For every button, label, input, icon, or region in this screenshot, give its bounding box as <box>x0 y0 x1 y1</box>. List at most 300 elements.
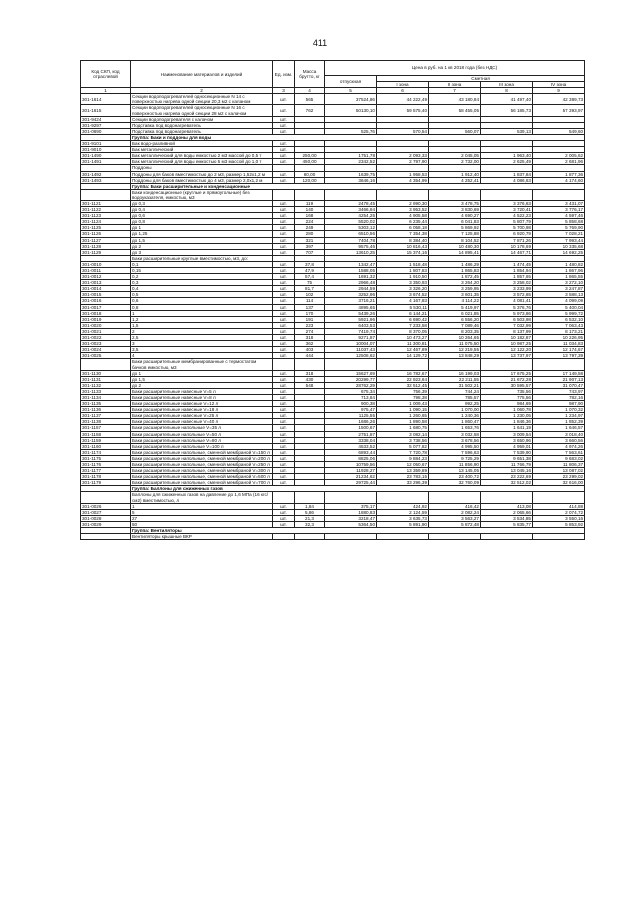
cell-name: 1,5 <box>131 322 273 328</box>
cell-zone2: 785,57 <box>429 394 481 400</box>
cell-name: Баки расширительные напольные, сменной мембраной V=300 л <box>131 468 273 474</box>
cell-zone2: 3 259,95 <box>429 286 481 292</box>
cell-release-price <box>325 492 377 503</box>
cell-zone4: 42 389,73 <box>533 94 585 105</box>
cell-code: 301-1490 <box>81 153 131 159</box>
cell-zone2: 11 075,50 <box>429 341 481 347</box>
cell-code: 301-0020 <box>81 322 131 328</box>
cell-zone3: 12 122,20 <box>481 347 533 353</box>
cell-unit: шт. <box>273 376 295 382</box>
cell-unit: шт. <box>273 237 295 243</box>
cell-zone1: 2 124,59 <box>377 509 429 515</box>
cell-zone1: 3 953,52 <box>377 207 429 213</box>
cell-code: 301-1157 <box>81 425 131 431</box>
cell-zone2: 43 180,84 <box>429 94 481 105</box>
cell-zone1: 1 910,50 <box>377 274 429 280</box>
cell-unit: шт. <box>273 515 295 521</box>
cell-zone2: 8 104,52 <box>429 237 481 243</box>
cell-zone1 <box>377 359 429 370</box>
cell-zone4: 3 431,07 <box>533 200 585 206</box>
cell-zone3: 735,56 <box>481 388 533 394</box>
column-number: 9 <box>533 88 585 94</box>
cell-mass: 762 <box>295 105 325 116</box>
cell-zone2: 10 480,30 <box>429 243 481 249</box>
cell-code: 301-1122 <box>81 207 131 213</box>
cell-zone2: 4 252,41 <box>429 177 481 183</box>
cell-zone1: 3 635,73 <box>377 515 429 521</box>
cell-zone3: 2 625,49 <box>481 159 533 165</box>
cell-name: Баки расширительные напольные V=50 л <box>131 431 273 437</box>
cell-code: 301-1131 <box>81 376 131 382</box>
cell-zone4: 10 226,95 <box>533 335 585 341</box>
cell-release-price: 6893,44 <box>325 449 377 455</box>
cell-code: 301-1159 <box>81 437 131 443</box>
cell-mass: 224 <box>295 219 325 225</box>
cell-name: Поддоны <box>131 165 273 171</box>
cell-zone4: 5 999,72 <box>533 310 585 316</box>
cell-mass: 318 <box>295 370 325 376</box>
table-row <box>81 105 585 116</box>
cell-name: Баки расширительные круглые вместимостью, м3, до: <box>131 255 273 261</box>
cell-zone1: 33 296,39 <box>377 480 429 486</box>
cell-unit: шт. <box>273 171 295 177</box>
cell-code: 301-9101 <box>81 141 131 147</box>
cell-name: до 1,5 <box>131 376 273 382</box>
cell-code: 301-1125 <box>81 225 131 231</box>
cell-unit <box>273 359 295 370</box>
cell-name: до 0,6 <box>131 213 273 219</box>
cell-name: Баки расширительные навесные V=5 л <box>131 388 273 394</box>
cell-code: 301-1129 <box>81 249 131 255</box>
cell-zone2: 4 690,27 <box>429 213 481 219</box>
cell-zone1: 8 384,40 <box>377 237 429 243</box>
cell-code: 301-1128 <box>81 243 131 249</box>
cell-release-price: 29725,44 <box>325 480 377 486</box>
cell-release-price: 5364,50 <box>325 521 377 527</box>
cell-zone4: 3 588,13 <box>533 292 585 298</box>
cell-zone1: 570,54 <box>377 128 429 134</box>
cell-release-price: 1125,55 <box>325 413 377 419</box>
cell-mass: 321 <box>295 237 325 243</box>
cell-name: 0,2 <box>131 274 273 280</box>
cell-code: 301-1179 <box>81 480 131 486</box>
cell-code: 301-9010 <box>81 147 131 153</box>
cell-release-price: 15627,69 <box>325 370 377 376</box>
cell-release-price: 12508,62 <box>325 353 377 359</box>
cell-code: 301-1136 <box>81 407 131 413</box>
cell-zone4: 8 173,21 <box>533 328 585 334</box>
cell-code: 301-1614 <box>81 94 131 105</box>
cell-release-price: 2478,45 <box>325 200 377 206</box>
cell-zone3: 5 807,79 <box>481 219 533 225</box>
cell-unit: шт. <box>273 449 295 455</box>
cell-zone2: 1 070,00 <box>429 407 481 413</box>
cell-zone1: 5 891,90 <box>377 521 429 527</box>
cell-name: до 2 <box>131 382 273 388</box>
cell-zone3: 10 987,25 <box>481 341 533 347</box>
column-number: 8 <box>481 88 533 94</box>
cell-code: 301-0013 <box>81 280 131 286</box>
cell-zone3: 775,56 <box>481 394 533 400</box>
cell-code: 301-1176 <box>81 462 131 468</box>
cell-zone2: 2 045,05 <box>429 153 481 159</box>
cell-code: 301-0027 <box>81 509 131 515</box>
cell-unit: шт. <box>273 213 295 219</box>
cell-unit: шт. <box>273 207 295 213</box>
cell-zone3: 3 572,65 <box>481 292 533 298</box>
header-zone4: IV зона <box>533 82 585 88</box>
cell-zone4: 11 806,37 <box>533 462 585 468</box>
cell-zone3: 5 700,98 <box>481 225 533 231</box>
cell-zone2: 1 240,36 <box>429 413 481 419</box>
cell-zone2: 3 563,27 <box>429 515 481 521</box>
cell-unit: шт. <box>273 310 295 316</box>
cell-release-price: 1588,05 <box>325 268 377 274</box>
cell-zone2: 416,42 <box>429 503 481 509</box>
cell-release-price: 4895,65 <box>325 304 377 310</box>
cell-zone1: 7 720,78 <box>377 449 429 455</box>
cell-code: 301-0012 <box>81 274 131 280</box>
cell-zone3: 9 651,38 <box>481 455 533 461</box>
cell-zone1: 4 905,58 <box>377 213 429 219</box>
cell-zone3: 1 857,65 <box>481 274 533 280</box>
cell-unit: шт. <box>273 521 295 527</box>
cell-zone4: 5 400,04 <box>533 304 585 310</box>
cell-zone1: 8 370,05 <box>377 328 429 334</box>
cell-code: 301-0011 <box>81 268 131 274</box>
cell-zone2: 12 219,55 <box>429 347 481 353</box>
cell-mass: 362 <box>295 341 325 347</box>
cell-code: 301-0024 <box>81 347 131 353</box>
cell-code: 301-1133 <box>81 388 131 394</box>
cell-unit: шт. <box>273 268 295 274</box>
cell-zone4: 31 070,47 <box>533 382 585 388</box>
cell-zone2: 3 032,58 <box>429 431 481 437</box>
cell-release-price: 3338,04 <box>325 437 377 443</box>
cell-zone1: 2 990,30 <box>377 200 429 206</box>
cell-mass <box>295 492 325 503</box>
cell-zone1: 1 260,65 <box>377 413 429 419</box>
cell-name: 2 <box>131 328 273 334</box>
cell-unit: шт. <box>273 249 295 255</box>
cell-unit <box>273 492 295 503</box>
cell-zone1: 16 782,67 <box>377 370 429 376</box>
cell-release-price: 1639,75 <box>325 171 377 177</box>
cell-release-price: 1500,67 <box>325 425 377 431</box>
cell-zone4: 1 877,36 <box>533 171 585 177</box>
cell-unit: шт. <box>273 105 295 116</box>
cell-release-price: 2342,52 <box>325 159 377 165</box>
cell-name: 1 <box>131 310 273 316</box>
cell-zone1: 22 923,84 <box>377 376 429 382</box>
cell-mass: 548 <box>295 382 325 388</box>
cell-zone4: 6 532,10 <box>533 316 585 322</box>
cell-mass: 168 <box>295 213 325 219</box>
cell-unit: шт. <box>273 328 295 334</box>
cell-unit: шт. <box>273 474 295 480</box>
cell-zone3: 1 963,40 <box>481 153 533 159</box>
header-mass: Масса брутто, кг <box>295 61 325 88</box>
cell-release-price: 3716,21 <box>325 298 377 304</box>
cell-code: 301-1175 <box>81 455 131 461</box>
cell-zone2: 9 725,29 <box>429 455 481 461</box>
cell-zone1: 9 884,23 <box>377 455 429 461</box>
cell-unit: шт. <box>273 335 295 341</box>
cell-unit: шт. <box>273 147 295 153</box>
cell-zone1: 7 233,58 <box>377 322 429 328</box>
cell-unit: шт. <box>273 503 295 509</box>
cell-zone2: 11 856,90 <box>429 462 481 468</box>
cell-name: 0,5 <box>131 292 273 298</box>
cell-release-price: 525,76 <box>325 128 377 134</box>
cell-release-price: 28762,29 <box>325 382 377 388</box>
cell-zone1 <box>377 189 429 200</box>
cell-zone2: 6 041,83 <box>429 219 481 225</box>
cell-zone2: 5 869,92 <box>429 225 481 231</box>
cell-zone4 <box>533 534 585 540</box>
cell-code: 301-0014 <box>81 286 131 292</box>
cell-unit: шт. <box>273 141 295 147</box>
cell-zone4: 10 335,68 <box>533 243 585 249</box>
cell-release-price: 7419,74 <box>325 328 377 334</box>
cell-name: 0,8 <box>131 304 273 310</box>
cell-name: до 1,5 <box>131 237 273 243</box>
cell-zone3: 1 837,84 <box>481 171 533 177</box>
cell-code: 301-9424 <box>81 116 131 122</box>
cell-name: 3 <box>131 341 273 347</box>
cell-zone1: 1 518,48 <box>377 261 429 267</box>
cell-release-price: 21234,62 <box>325 474 377 480</box>
cell-release-price: 5303,12 <box>325 225 377 231</box>
cell-zone4: 9 683,02 <box>533 455 585 461</box>
cell-release-price: 1751,78 <box>325 153 377 159</box>
cell-zone1: 3 326,20 <box>377 286 429 292</box>
cell-zone1: 424,92 <box>377 503 429 509</box>
cell-zone2: 6 556,20 <box>429 316 481 322</box>
cell-mass: 249 <box>295 225 325 231</box>
cell-zone2: 8 203,35 <box>429 328 481 334</box>
cell-zone4: 7 993,44 <box>533 237 585 243</box>
cell-code: 301-1177 <box>81 468 131 474</box>
cell-zone3: 3 233,99 <box>481 286 533 292</box>
cell-zone1: 3 082,14 <box>377 431 429 437</box>
column-number: 6 <box>377 88 429 94</box>
cell-zone4: 987,90 <box>533 401 585 407</box>
cell-mass: 450,00 <box>295 159 325 165</box>
cell-code: 301-1123 <box>81 213 131 219</box>
table-row <box>81 94 585 105</box>
cell-zone1: 798,38 <box>377 394 429 400</box>
cell-zone3: 7 539,90 <box>481 449 533 455</box>
cell-zone3: 1 474,45 <box>481 261 533 267</box>
cell-zone1: 6 235,44 <box>377 219 429 225</box>
cell-unit: шт. <box>273 347 295 353</box>
cell-mass: 120,00 <box>295 177 325 183</box>
header-zone1: I зона <box>377 82 429 88</box>
cell-zone2: 13 848,29 <box>429 353 481 359</box>
cell-release-price <box>325 534 377 540</box>
cell-zone3: 41 497,40 <box>481 94 533 105</box>
cell-zone1: 2 797,90 <box>377 159 429 165</box>
cell-zone3: 21 672,28 <box>481 376 533 382</box>
cell-zone2: 3 678,56 <box>429 437 481 443</box>
cell-zone2 <box>429 492 481 503</box>
cell-name: Секции водоподогревателя с калачом <box>131 116 273 122</box>
cell-zone3: 11 766,79 <box>481 462 533 468</box>
cell-zone3: 30 595,57 <box>481 382 533 388</box>
cell-code: 301-9297 <box>81 122 131 128</box>
cell-release-price: 1880,83 <box>325 509 377 515</box>
cell-name: Бак металлический <box>131 147 273 153</box>
cell-name: Баки расширительные напольные V=80 л <box>131 437 273 443</box>
cell-code: 301-1615 <box>81 105 131 116</box>
cell-zone4: 3 247,87 <box>533 286 585 292</box>
cell-zone2: 23 400,72 <box>429 474 481 480</box>
cell-code: 301-1178 <box>81 474 131 480</box>
cell-zone1: 3 738,56 <box>377 437 429 443</box>
cell-zone3: 10 182,87 <box>481 335 533 341</box>
cell-release-price: 37524,86 <box>325 94 377 105</box>
cell-zone4: 1 865,55 <box>533 274 585 280</box>
cell-zone2: 2 732,00 <box>429 159 481 165</box>
cell-name: Баки расширительные напольные, сменной мембраной V=250 л <box>131 462 273 468</box>
cell-mass: 191 <box>295 316 325 322</box>
cell-zone4: 1 070,32 <box>533 407 585 413</box>
cell-zone3: 23 222,69 <box>481 474 533 480</box>
cell-zone2: 1 486,29 <box>429 261 481 267</box>
cell-zone2: 13 145,05 <box>429 468 481 474</box>
cell-zone1: 12 050,67 <box>377 462 429 468</box>
cell-zone3: 3 258,02 <box>481 280 533 286</box>
cell-zone1: 1 009,43 <box>377 401 429 407</box>
column-number: 3 <box>273 88 295 94</box>
cell-zone4: 4 099,09 <box>533 298 585 304</box>
cell-release-price: 5921,96 <box>325 316 377 322</box>
cell-code: 301-0010 <box>81 261 131 267</box>
cell-mass: 37,8 <box>295 261 325 267</box>
cell-name: Баки расширительные напольные V=35 л <box>131 425 273 431</box>
cell-mass: 114 <box>295 298 325 304</box>
header-code: Код СКП, код отраслевой <box>81 61 131 88</box>
cell-code: 301-0016 <box>81 298 131 304</box>
cell-zone3: 3 534,85 <box>481 515 533 521</box>
cell-zone4: 1 852,39 <box>533 419 585 425</box>
cell-zone2: 14 895,41 <box>429 249 481 255</box>
header-price-title: Цена в руб. на 1 кв 2018 года (без НДС) <box>325 61 585 76</box>
column-number: 7 <box>429 88 481 94</box>
cell-zone4 <box>533 492 585 503</box>
cell-unit: шт. <box>273 304 295 310</box>
cell-name: Баллоны для сжиженных газов на давление до 1,6 МПа (16 кгс/см2) вместимостью, л <box>131 492 273 503</box>
cell-zone1 <box>377 534 429 540</box>
column-number: 5 <box>325 88 377 94</box>
cell-mass: 444 <box>295 353 325 359</box>
cell-zone1: 59 575,40 <box>377 105 429 116</box>
cell-unit: шт. <box>273 292 295 298</box>
cell-code <box>81 359 131 370</box>
cell-code: 301-1135 <box>81 401 131 407</box>
cell-code: 301-0026 <box>81 503 131 509</box>
cell-release-price: 2966,48 <box>325 280 377 286</box>
header-zone3: III зона <box>481 82 533 88</box>
cell-zone1: 2 093,33 <box>377 153 429 159</box>
cell-unit: шт. <box>273 437 295 443</box>
cell-name: до 0,8 <box>131 219 273 225</box>
cell-unit: шт. <box>273 286 295 292</box>
cell-code: 301-1492 <box>81 171 131 177</box>
cell-zone4: 13 797,39 <box>533 353 585 359</box>
cell-zone4: 2 074,72 <box>533 509 585 515</box>
cell-code: 301-1493 <box>81 177 131 183</box>
cell-zone3: 3 650,96 <box>481 437 533 443</box>
cell-name: 0,3 <box>131 280 273 286</box>
cell-name: 0,15 <box>131 268 273 274</box>
cell-release-price: 5439,26 <box>325 310 377 316</box>
cell-code: 301-1121 <box>81 200 131 206</box>
cell-zone3: 1 060,78 <box>481 407 533 413</box>
cell-unit: шт. <box>273 116 295 122</box>
cell-unit: шт. <box>273 419 295 425</box>
cell-code: 301-0022 <box>81 335 131 341</box>
cell-unit: шт. <box>273 298 295 304</box>
cell-zone1: 4 354,99 <box>377 177 429 183</box>
cell-unit: шт. <box>273 394 295 400</box>
cell-zone4 <box>533 359 585 370</box>
cell-zone2: 1 872,45 <box>429 274 481 280</box>
cell-zone4: 4 597,46 <box>533 213 585 219</box>
cell-zone2: 32 760,09 <box>429 480 481 486</box>
cell-name: Подставка под водонагреватель <box>131 122 273 128</box>
cell-zone1: 1 680,75 <box>377 425 429 431</box>
cell-name: Баки конденсационные (круглые и прямоугольные) без водоуказателя, емкостью, м3 <box>131 189 273 200</box>
cell-zone1: 10 816,43 <box>377 243 429 249</box>
cell-zone3: 7 871,26 <box>481 237 533 243</box>
group-title: Группа: Баки расширительные и конденсационные <box>131 183 585 189</box>
cell-zone4: 32 616,00 <box>533 480 585 486</box>
cell-unit: шт. <box>273 274 295 280</box>
cell-unit: шт. <box>273 413 295 419</box>
cell-zone2: 2 082,24 <box>429 509 481 515</box>
cell-name: Бак водо-разливной <box>131 141 273 147</box>
cell-name: 1 <box>131 503 273 509</box>
cell-zone1: 14 129,72 <box>377 353 429 359</box>
cell-release-price: 11928,27 <box>325 468 377 474</box>
cell-zone1: 1 958,53 <box>377 171 429 177</box>
cell-zone1: 5 077,82 <box>377 443 429 449</box>
cell-zone2 <box>429 359 481 370</box>
cell-zone3: 5 973,86 <box>481 310 533 316</box>
cell-zone2: 3 601,35 <box>429 292 481 298</box>
cell-release-price: 2944,59 <box>325 286 377 292</box>
cell-zone3: 56 185,73 <box>481 105 533 116</box>
cell-unit <box>273 534 295 540</box>
cell-zone1: 6 058,18 <box>377 225 429 231</box>
header-name: Наименование материалов и изделий <box>131 61 273 88</box>
cell-name: Баки расширительные навесные V=8 л <box>131 394 273 400</box>
cell-mass: 21,3 <box>295 515 325 521</box>
cell-name: Баки расширительные напольные V=100 л <box>131 443 273 449</box>
cell-zone4: 11 034,83 <box>533 341 585 347</box>
cell-zone3: 1 230,05 <box>481 413 533 419</box>
cell-unit: шт. <box>273 443 295 449</box>
cell-zone2: 7 596,63 <box>429 449 481 455</box>
header-estimate: Сметная <box>377 76 585 82</box>
cell-zone2: 1 912,40 <box>429 171 481 177</box>
cell-release-price: 5520,02 <box>325 219 377 225</box>
cell-zone1: 5 530,11 <box>377 304 429 310</box>
cell-code <box>81 534 131 540</box>
cell-mass <box>295 189 325 200</box>
